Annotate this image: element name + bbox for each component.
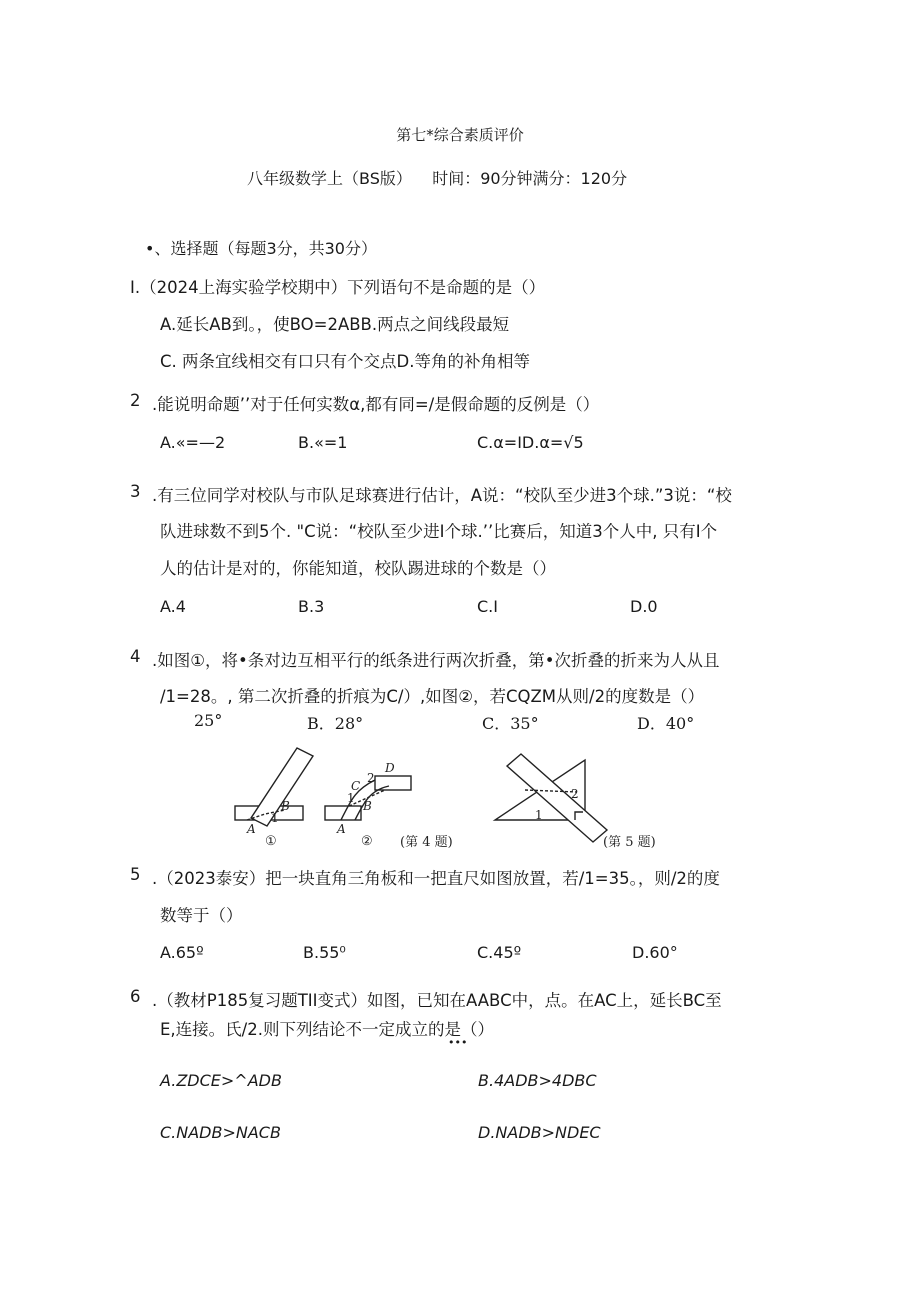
q3-option-c: C.I [477,597,498,616]
q6-option-a: A.ZDCE>^ADB [160,1071,282,1090]
q5-option-c: C.45º [477,943,522,962]
q6-line2: E,连接。氏/2.则下列结论不一定成立的是（） [160,1020,494,1039]
q5-number: 5 [130,865,141,884]
fig5-caption: (第 5 题) [603,835,656,850]
q4-number: 4 [130,647,141,666]
q3-line1: .有三位同学对校队与市队足球赛进行估计，A说：“校队至少进3个球.”3说：“校 [152,486,732,505]
q6-option-d: D.NADB>NDEC [478,1123,601,1142]
q3-option-d: D.0 [630,597,658,616]
section-heading: •、选择题（每题3分，共30分） [145,239,377,258]
fig5-label-1: 1 [535,808,543,822]
q5-option-a: A.65º [160,943,204,962]
q1-options-line2: C. 两条宜线相交有口只有个交点D.等角的补角相等 [160,352,530,371]
q3-line3: 人的估计是对的，你能知道，校队踢进球的个数是（） [160,559,556,578]
q3-number: 3 [130,482,141,501]
exam-title: 第七*综合素质评价 [396,126,524,144]
fig2-label-2: 2 [367,771,375,785]
q4-option-b: B．28° [307,714,364,733]
fig1-label-b: B [281,799,290,813]
figure-5 [495,754,607,842]
q5-line1: .（2023泰安）把一块直角三角板和一把直尺如图放置，若/1=35。，则/2的度 [152,869,720,888]
fig2-label-1: 1 [347,791,355,805]
q6-number: 6 [130,987,141,1006]
fig4-caption: (第 4 题) [400,835,453,850]
figures [225,730,685,860]
q5-line2: 数等于（） [160,906,243,925]
q6-line1: .（教材P185复习题TII变式）如图，已知在AABC中，点。在AC上，延长BC至 [152,991,722,1010]
fig2-label-b: B [363,799,372,813]
q1-options-line1: A.延长AB到。，使BO=2ABB.两点之间线段最短 [160,315,510,334]
fig5-label-2: 2 [571,787,579,801]
fig1-caption: ① [265,834,277,849]
q2-option-b: B.«=1 [298,433,348,452]
exam-subtitle: 八年级数学上（BS版） 时间：90分钟满分：120分 [247,169,628,188]
q6-option-c: C.NADB>NACB [160,1123,281,1142]
fig2-label-c: C [351,779,361,793]
q5-option-d: D.60° [632,943,678,962]
q5-option-b: B.55⁰ [303,943,346,962]
fig1-label-1: 1 [271,811,279,825]
q2-stem: .能说明命题’’对于任何实数α,都有同=/是假命题的反例是（） [152,395,600,414]
q3-option-a: A.4 [160,597,186,616]
q6-dots: ••• [448,1036,468,1049]
fig2-label-a: A [337,822,346,836]
q4-option-d: D．40° [637,714,695,733]
q3-option-b: B.3 [298,597,325,616]
q4-option-c: C．35° [482,714,539,733]
q4-line2: /1=28。, 第二次折叠的折痕为C/）,如图②，若CQZM从则/2的度数是（） [160,687,705,706]
q2-option-cd: C.α=ID.α=√5 [477,433,584,452]
q4-line1: .如图①，将•条对边互相平行的纸条进行两次折叠，第•次折叠的折来为人从且 [152,651,720,670]
q3-line2: 队进球数不到5个. "C说：“校队至少进I个球.’’比赛后，知道3个人中, 只有I个 [160,522,718,541]
q6-option-b: B.4ADB>4DBC [478,1071,597,1090]
fig2-caption: ② [361,834,373,849]
q1-stem: I.（2024上海实验学校期中）下列语句不是命题的是（） [130,278,546,297]
q4-option-a: 25° [194,711,223,730]
fig1-label-a: A [247,822,256,836]
q2-option-a: A.«=—2 [160,433,226,452]
fig2-label-d: D [385,761,395,775]
q2-number: 2 [130,391,141,410]
